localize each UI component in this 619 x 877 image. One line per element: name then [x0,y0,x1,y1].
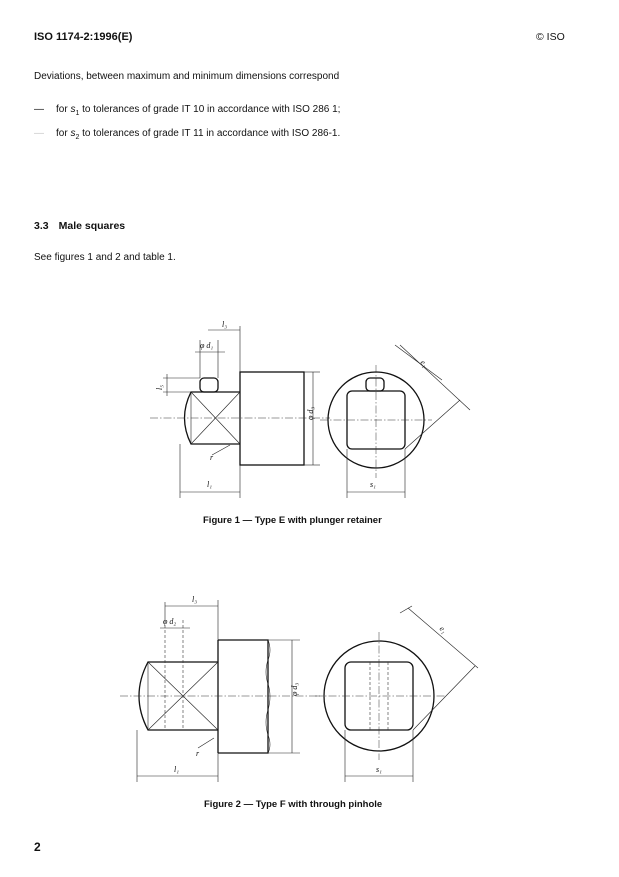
item-variable: s [70,128,76,139]
fig2-s-label: s₁ [376,765,382,774]
fig2-r-label: r [196,749,200,758]
list-dash: — [34,104,44,115]
section-title: Male squares [58,220,126,232]
fig1-l1-label: l₁ [207,480,213,489]
fig1-e-label: e₁ [418,357,430,369]
fig2-front-view [315,606,478,782]
fig1-r-label: r [210,453,214,462]
page-number: 2 [34,840,41,854]
fig1-d1-label: φ d₁ [200,341,214,350]
item-suffix: to tolerances of grade IT 10 in accordance with ISO 286 1; [79,104,341,115]
item-subscript: 2 [75,134,80,141]
fig1-l3-label: l₃ [222,320,228,329]
fig1-l5-label: l₅ [155,384,164,390]
figure-1-caption: Figure 1 — Type E with plunger retainer [203,515,382,526]
fig2-d3-label: φ d₃ [290,682,299,696]
item-suffix: to tolerances of grade IT 11 in accordance with ISO 286-1. [79,128,341,139]
item-prefix: for [56,128,71,139]
list-dash: — [34,128,44,139]
item-subscript: 1 [75,110,80,117]
fig2-e-label: e₁ [437,624,449,636]
standard-id: ISO 1174-2:1996(E) [34,31,133,43]
section-number: 3.3 [34,220,49,232]
figure-2-caption: Figure 2 — Type F with through pinhole [204,799,383,810]
copyright-notice: © ISO [536,31,565,43]
see-figures-text: See figures 1 and 2 and table 1. [34,252,176,263]
fig2-d2-label: φ d₂ [163,617,177,626]
fig2-l3-label: l₃ [192,595,198,604]
deviation-paragraph: Deviations, between maximum and minimum dimensions correspond [34,71,340,82]
item-variable: s [70,104,76,115]
fig1-s-label: s₁ [370,480,376,489]
fig1-d3-label: φ d₃ [306,406,315,420]
item-prefix: for [56,104,71,115]
fig2-l1-label: l₁ [174,765,180,774]
